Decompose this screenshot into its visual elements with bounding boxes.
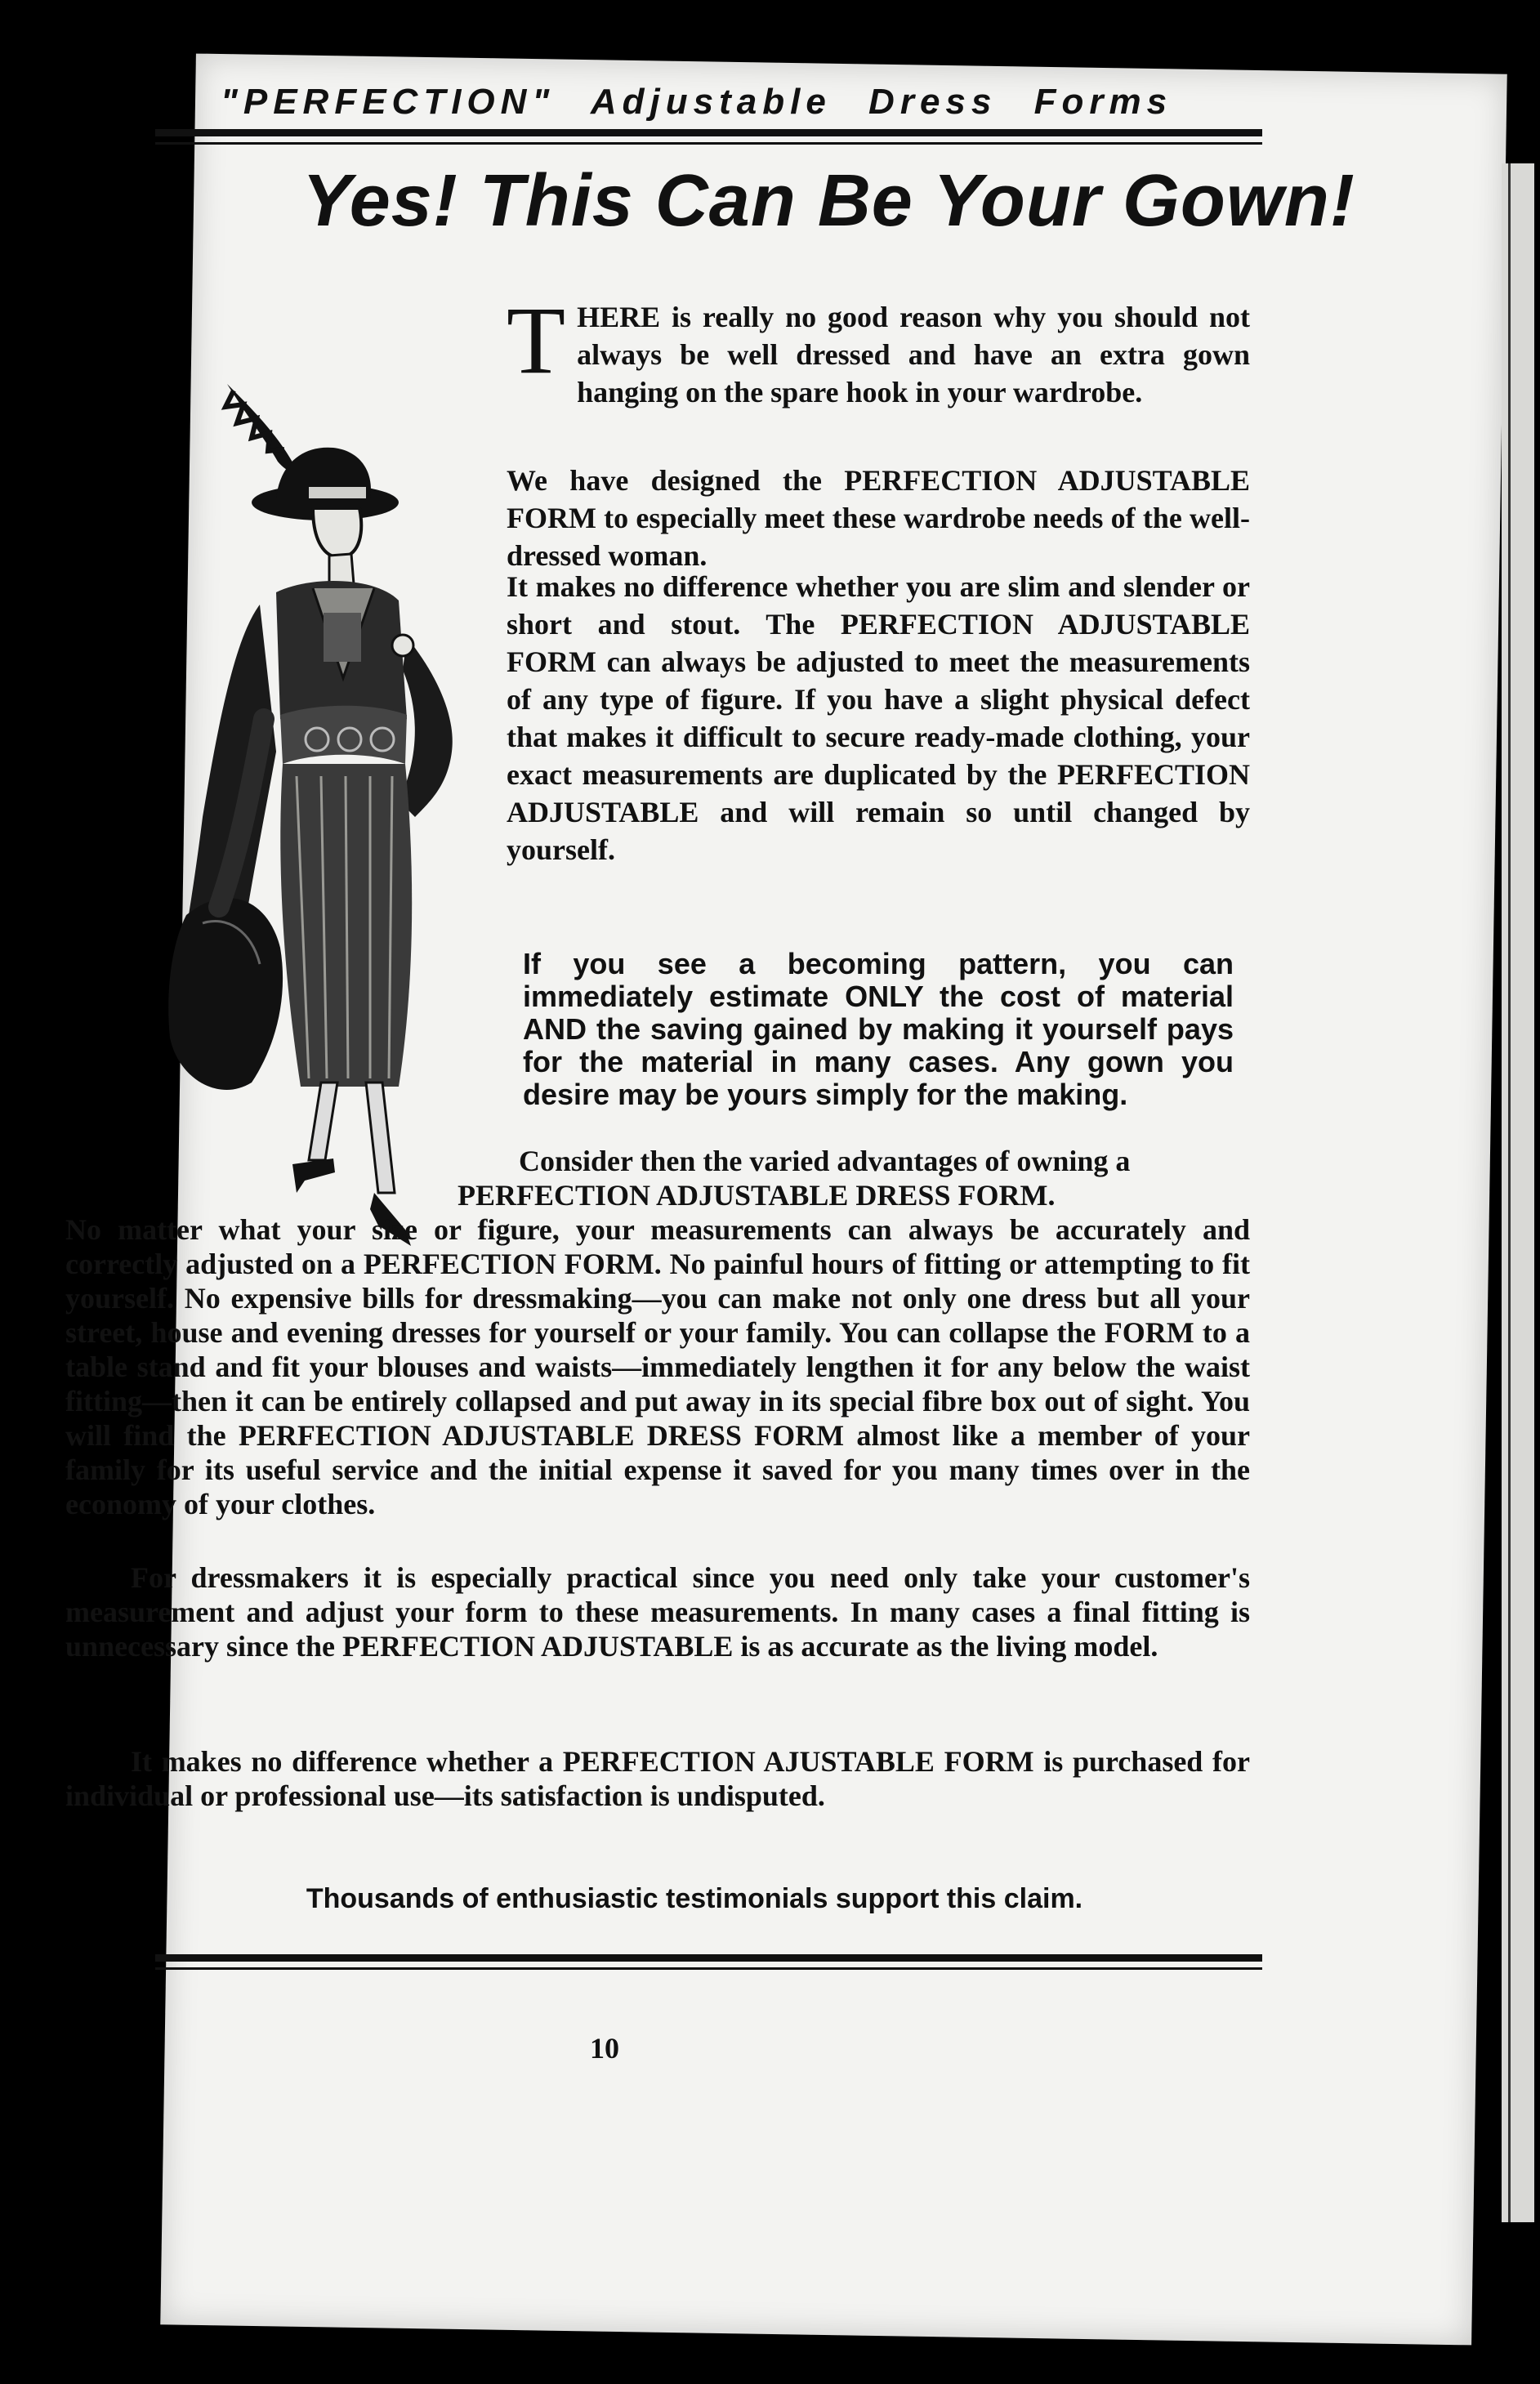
drop-cap: T [507,287,566,394]
paragraph-pattern-bold: If you see a becoming pattern, you can immediately estimate ONLY the cost of material AND the saving gained by making it yourself pays for the material in many cases. Any gown you desire may be yours simply for the making. [523,947,1234,1111]
paragraph-difference: It makes no difference whether you are slim and slender or short and stout. The PERFECTION ADJUSTABLE FORM can always be adjusted to meet the measurements of any type of figure. If you have a slight physical defect that makes it difficult to secure ready-made clothing, your exact measurements are duplicated by the PERFECTION ADJUSTABLE and will remain so until changed by yourself. [507,570,1250,866]
paragraph-dressmakers: For dressmakers it is especially practical since you need only take your customer's measurement and adjust your form to these measurements. In many cases a final fitting is unnecessary since the PERFECTION ADJUSTABLE is as accurate as the living model. [65,1561,1250,1663]
header-word-forms: Forms [1033,82,1173,122]
header-word-adjustable: Adjustable [590,82,832,122]
header-brand: "PERFECTION" [221,82,556,122]
paragraph-consider-lead: Consider then the varied advantages of owning a PERFECTION ADJUSTABLE DRESS FORM. [458,1145,1131,1212]
paragraph-designed: We have designed the PERFECTION ADJUSTABLE FORM to especially meet these wardrobe needs of the well-dressed woman. [507,464,1250,572]
paragraph-no-difference: It makes no difference whether a PERFECTION AJUSTABLE FORM is purchased for individual or professional use—its satisfaction is undisputed. [65,1745,1250,1812]
page-number: 10 [590,2032,619,2065]
adjacent-page-edge [1502,163,1534,2222]
header-rule [155,129,1262,145]
paragraph-consider-advantages: No matter what your size or figure, your measurements can always be accurately and correctly adjusted on a PERFECTION FORM. No painful hours of fitting or attempting to fit yourself. No expensive bills for dressmaking—you can make not only one dress but all your street, house and evening dresses for yourself or your family. You can collapse the FORM to a table stand and fit your blouses and waists—immediately lengthen it for any below the waist fitting—then it can be entirely collapsed and put away in its special fibre box out of sight. You will find the PERFECTION ADJUSTABLE DRESS FORM almost like a member of your family for its useful service and the initial expense it saved for you many times over in the economy of your clothes. [65,1213,1250,1520]
closing-tagline: Thousands of enthusiastic testimonials support this claim. [306,1883,1083,1914]
intro-text: HERE is really no good reason why you should not always be well dressed and have an extra gown hanging on the spare hook in your wardrobe. [577,301,1250,408]
page-title: Yes! This Can Be Your Gown! [302,160,1355,242]
woman-in-gown-illustration [129,294,497,1266]
intro-paragraph [507,287,1250,411]
header-word-dress: Dress [868,82,998,122]
footer-rule [155,1954,1262,1970]
running-header [221,82,1283,123]
